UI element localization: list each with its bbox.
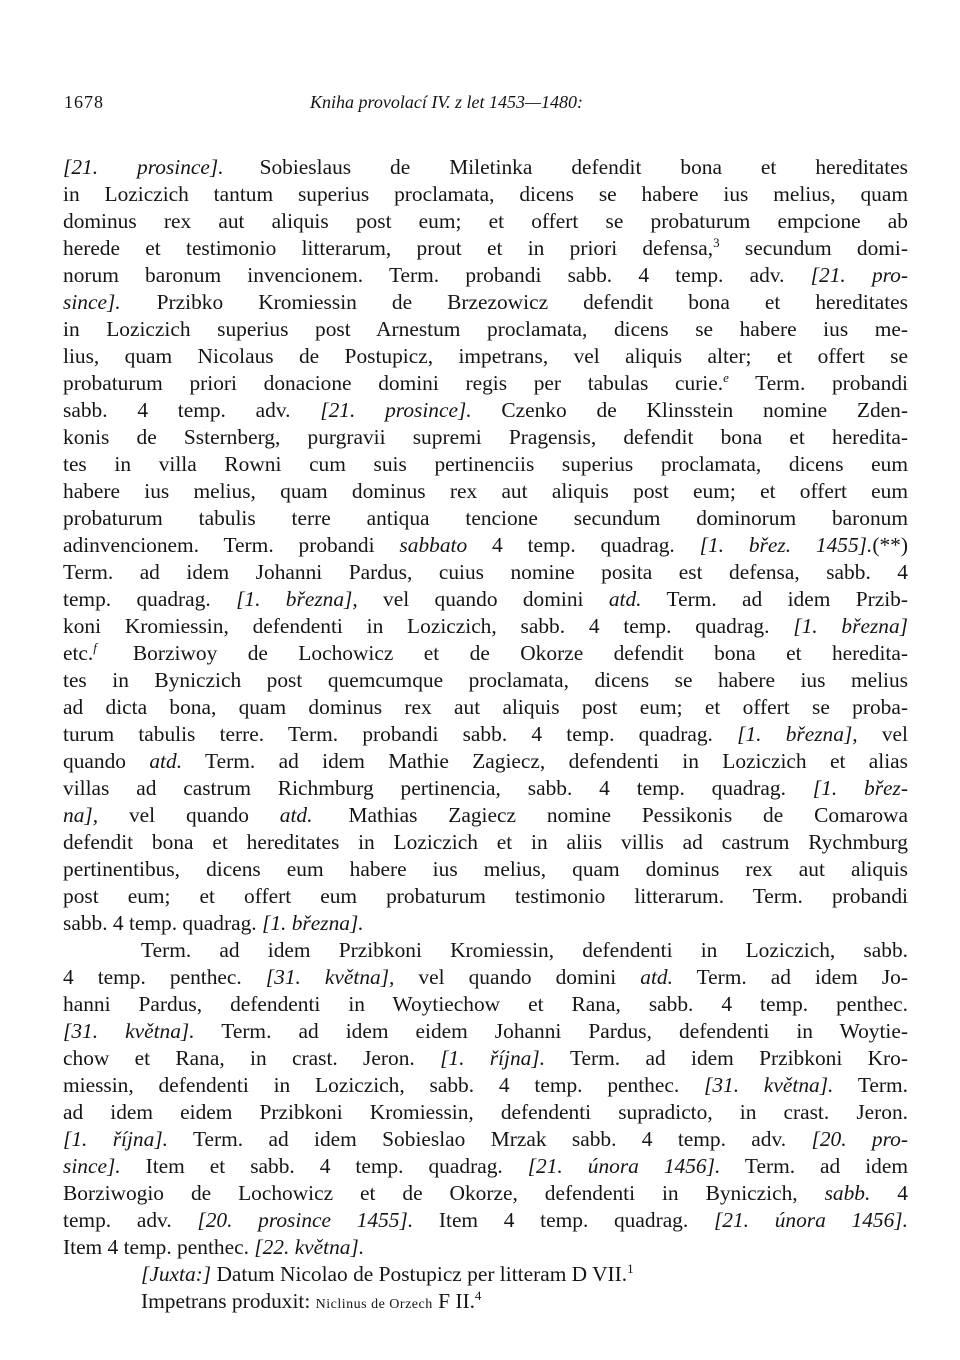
text-line (63, 1072, 908, 1099)
date-note: [21. února 1456]. (713, 1208, 908, 1232)
text-segment: Item et sabb. 4 temp. quadrag. (120, 1154, 503, 1178)
text-segment: temp. adv. (63, 1208, 172, 1232)
text-segment: koni Kromiessin, defendenti in Loziczich, sabb. 4 temp. quadrag. (63, 614, 770, 638)
text-line (63, 775, 908, 802)
text-line (63, 289, 908, 316)
date-note: [21. února 1456]. (527, 1154, 721, 1178)
text-line (63, 1126, 908, 1153)
text-segment: etc. (63, 641, 94, 665)
text-segment: 4 temp. quadrag. (467, 533, 675, 557)
date-note: [1. října]. (63, 1127, 168, 1151)
text-line (63, 235, 908, 262)
date-note: [22. května]. (254, 1235, 365, 1259)
date-note: [1. břez. 1455]. (699, 533, 873, 557)
text-segment: 4 (870, 1181, 908, 1205)
date-note: [1. března] (793, 614, 908, 638)
text-segment: vel quando domini (394, 965, 617, 989)
text-line (63, 154, 908, 181)
text-segment: quando (63, 749, 126, 773)
text-segment: Przibko Kromiessin de Brzezowicz defendit bona et hereditates (156, 290, 908, 314)
footnote-marker: e (723, 370, 729, 385)
date-note: [31. května]. (63, 1019, 195, 1043)
text-line: in Loziczich tantum superius proclamata, dicens se habere ius melius, quam (63, 182, 908, 206)
text-line: in Loziczich superius post Arnestum proclamata, dicens se habere ius me- (63, 317, 908, 341)
text-segment: sabb. 4 temp. adv. (63, 398, 291, 422)
text-line (63, 1045, 908, 1072)
text-line: konis de Ssternberg, purgravii supremi Pragensis, defendit bona et heredita- (63, 425, 908, 449)
text-line: tes in villa Rowni cum suis pertinenciis superius proclamata, dicens eum (63, 452, 908, 476)
text-line: probaturum tabulis terre antiqua tencione secundum dominorum baronum (63, 506, 908, 530)
date-note: since]. (63, 1154, 121, 1178)
text-line: Term. ad idem Johanni Pardus, cuius nomine posita est defensa, sabb. 4 (63, 560, 908, 584)
footnote-marker: f (93, 640, 97, 655)
date-note: [21. prosince]. (63, 155, 224, 179)
text-segment: Term. ad idem Jo- (672, 965, 908, 989)
date-note: [21. prosince]. (320, 398, 472, 422)
text-segment: chow et Rana, in crast. Jeron. (63, 1046, 415, 1070)
text-segment: secundum domi- (719, 236, 908, 260)
text-segment: Term. ad idem (720, 1154, 908, 1178)
text-line (63, 748, 908, 775)
text-segment: vel (857, 722, 908, 746)
text-segment: Term. (833, 1073, 908, 1097)
text-segment: Czenko de Klinsstein nomine Zden- (501, 398, 908, 422)
date-note: na], (63, 803, 99, 827)
text-line: pertinentibus, dicens eum habere ius melius, quam dominus rex aut aliquis (63, 857, 908, 881)
text-segment: probaturum priori donacione domini regis per tabulas curie. (63, 371, 724, 395)
date-note: [1. března], (236, 587, 358, 611)
emphasis: sabb. (824, 1181, 871, 1205)
text-segment: Datum Nicolao de Postupicz per litteram D VII. (211, 1262, 628, 1286)
text-segment: vel quando (98, 803, 249, 827)
emphasis: atd. (149, 749, 183, 773)
text-line (63, 532, 908, 559)
text-line (63, 586, 908, 613)
juxta-note: [Juxta:] (141, 1262, 212, 1286)
text-segment: adinvencionem. Term. probandi (63, 533, 375, 557)
text-line: dominus rex aut aliquis post eum; et offert se probaturum empcione ab (63, 209, 908, 233)
page-header (0, 92, 960, 122)
text-segment: Term. ad idem eidem Johanni Pardus, defendenti in Woytie- (194, 1019, 908, 1043)
text-line (63, 1288, 908, 1315)
text-segment: Mathias Zagiecz nomine Pessikonis de Comarowa (348, 803, 908, 827)
text-line (63, 1153, 908, 1180)
text-line (63, 370, 908, 397)
text-line (63, 1261, 908, 1288)
text-segment: Sobieslaus de Miletinka defendit bona et hereditates (259, 155, 908, 179)
footnote-marker: 3 (713, 235, 720, 250)
page-number: 1678 (64, 92, 104, 112)
text-line (63, 1018, 908, 1045)
text-line (63, 397, 908, 424)
body-text (63, 154, 908, 1315)
text-line (63, 1234, 908, 1261)
text-segment: Borziwoy de Lochowicz et de Okorze defendit bona et heredita- (132, 641, 908, 665)
text-line (63, 721, 908, 748)
date-note: [20. pro- (811, 1127, 908, 1151)
text-segment: norum baronum invencionem. Term. probandi sabb. 4 temp. adv. (63, 263, 811, 287)
text-line (63, 802, 908, 829)
footnote-marker: 1 (627, 1261, 634, 1276)
text-line: ad idem eidem Przibkoni Kromiessin, defendenti supradicto, in crast. Jeron. (63, 1100, 908, 1124)
text-line (63, 910, 908, 937)
date-note: [1. března]. (262, 911, 364, 935)
date-note: [31. května]. (704, 1073, 834, 1097)
date-note: [1. břez- (812, 776, 908, 800)
text-line (63, 613, 908, 640)
text-segment: Term. probandi (728, 371, 908, 395)
emphasis: atd. (608, 587, 642, 611)
text-segment: 4 temp. penthec. (63, 965, 242, 989)
text-segment: Term. ad idem Przib- (641, 587, 908, 611)
text-segment: F II. (432, 1289, 475, 1313)
date-note: [31. května], (265, 965, 395, 989)
text-segment: (**) (872, 533, 908, 557)
text-line: tes in Byniczich post quemcumque proclamata, dicens se habere ius melius (63, 668, 908, 692)
text-line (63, 640, 908, 667)
text-line (63, 262, 908, 289)
text-segment: Term. ad idem Mathie Zagiecz, defendenti in Loziczich et alias (182, 749, 908, 773)
small-caps-name: Niclinus de Orzech (315, 1297, 433, 1312)
text-segment: Item 4 temp. penthec. (63, 1235, 249, 1259)
text-line: Term. ad idem Przibkoni Kromiessin, defendenti in Loziczich, sabb. (141, 938, 908, 962)
text-line: habere ius melius, quam dominus rex aut aliquis post eum; et offert eum (63, 479, 908, 503)
text-segment: Term. ad idem Sobieslao Mrzak sabb. 4 temp. adv. (168, 1127, 787, 1151)
text-segment: vel quando domini (357, 587, 584, 611)
text-segment: villas ad castrum Richmburg pertinencia, sabb. 4 temp. quadrag. (63, 776, 786, 800)
text-line (63, 964, 908, 991)
date-note: [20. prosince 1455]. (197, 1208, 414, 1232)
text-segment: Item 4 temp. quadrag. (413, 1208, 689, 1232)
text-segment: temp. quadrag. (63, 587, 211, 611)
text-line: hanni Pardus, defendenti in Woytiechow et Rana, sabb. 4 temp. penthec. (63, 992, 908, 1016)
emphasis: atd. (279, 803, 313, 827)
date-note: [21. pro- (810, 263, 908, 287)
text-segment: miessin, defendenti in Loziczich, sabb. 4 temp. penthec. (63, 1073, 680, 1097)
text-line (63, 1207, 908, 1234)
text-line: ad dicta bona, quam dominus rex aut aliquis post eum; et offert se proba- (63, 695, 908, 719)
text-line: lius, quam Nicolaus de Postupicz, impetrans, vel aliquis alter; et offert se (63, 344, 908, 368)
footnote-marker: 4 (474, 1288, 482, 1303)
text-segment: turum tabulis terre. Term. probandi sabb. 4 temp. quadrag. (63, 722, 713, 746)
text-segment: Impetrans produxit: (141, 1289, 316, 1313)
text-line: defendit bona et hereditates in Loziczich et in aliis villis ad castrum Rychmburg (63, 830, 908, 854)
emphasis: sabbato (399, 533, 468, 557)
date-note: [1. března], (737, 722, 858, 746)
text-segment: herede et testimonio litterarum, prout et in priori defensa, (63, 236, 714, 260)
text-segment: sabb. 4 temp. quadrag. (63, 911, 257, 935)
date-note: [1. října]. (440, 1046, 546, 1070)
text-line: post eum; et offert eum probaturum testimonio litterarum. Term. probandi (63, 884, 908, 908)
text-segment: Term. ad idem Przibkoni Kro- (545, 1046, 908, 1070)
emphasis: atd. (640, 965, 673, 989)
text-line (63, 1180, 908, 1207)
date-note: since]. (63, 290, 121, 314)
running-title: Kniha provolací IV. z let 1453—1480: (310, 92, 583, 112)
text-segment: Borziwogio de Lochowicz et de Okorze, defendenti in Byniczich, (63, 1181, 798, 1205)
